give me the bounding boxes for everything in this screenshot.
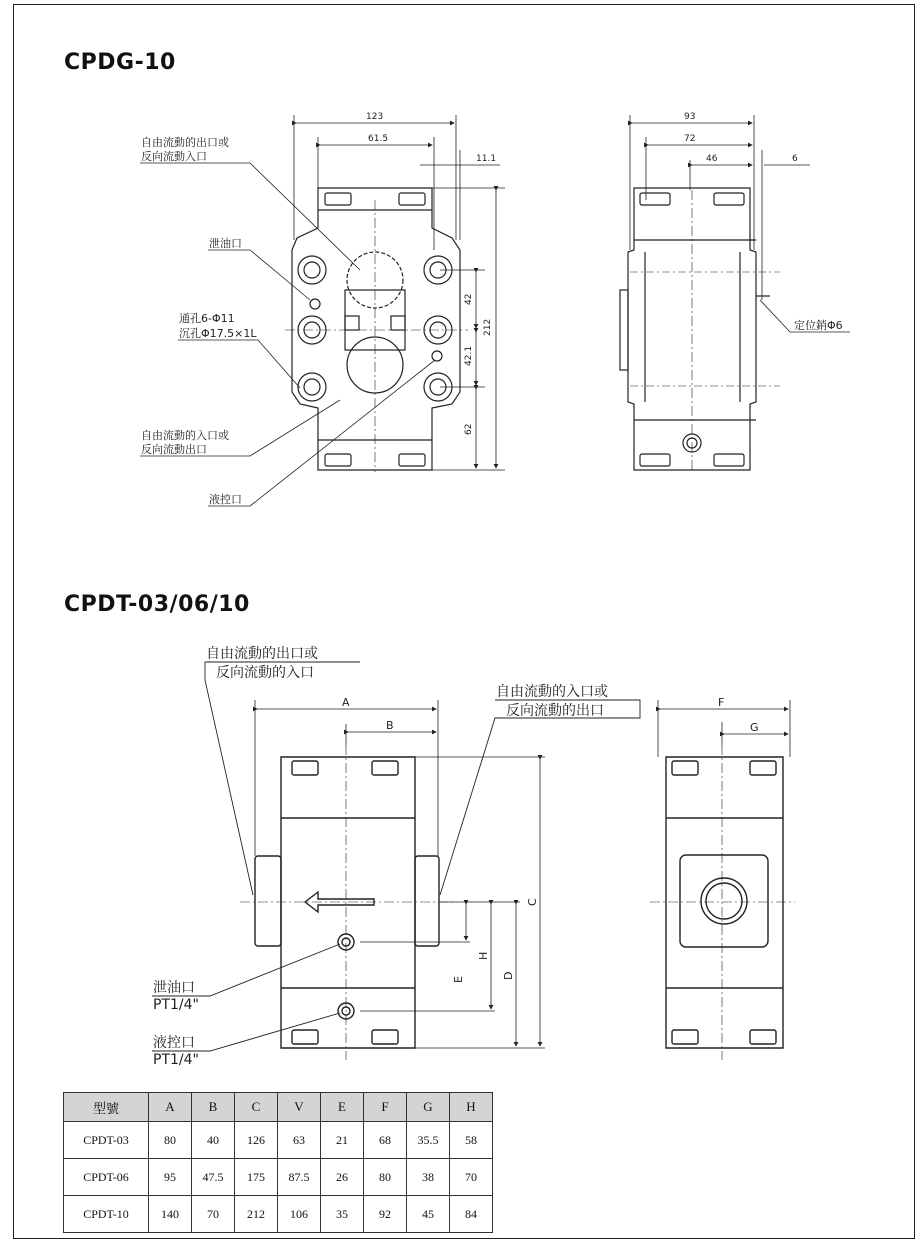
table-row <box>64 1159 493 1196</box>
table-cell: 92 <box>364 1196 407 1233</box>
table-cell: 68 <box>364 1122 407 1159</box>
dim-212: 212 <box>483 318 493 336</box>
table-cell: 38 <box>407 1159 450 1196</box>
label-counterbore: 沉孔Φ17.5×1L <box>179 327 257 340</box>
dim-42: 42 <box>464 293 474 305</box>
col-header-e: E <box>321 1093 364 1122</box>
table-cell: 58 <box>450 1122 493 1159</box>
label-pilot: 液控口 <box>209 493 242 506</box>
table-cell: 87.5 <box>278 1159 321 1196</box>
dim-62: 62 <box>464 423 474 435</box>
cpdt-front-view <box>240 745 455 1060</box>
cpdg-front-view <box>285 188 468 472</box>
label2-free-out-2: 反向流動的入口 <box>216 665 314 681</box>
table-header-row <box>64 1093 493 1122</box>
label2-free-out-1: 自由流動的出口或 <box>206 646 318 662</box>
label2-drain-thread: PT1/4" <box>153 997 199 1013</box>
col-header-model: 型號 <box>64 1093 149 1122</box>
label2-pilot: 液控口 <box>153 1035 195 1051</box>
label2-free-in-1: 自由流動的入口或 <box>496 684 608 700</box>
dim-72: 72 <box>684 134 696 144</box>
dim-93: 93 <box>684 112 696 122</box>
table-cell: 40 <box>192 1122 235 1159</box>
table-cell: 126 <box>235 1122 278 1159</box>
dim-11-1: 11.1 <box>476 154 497 164</box>
table-row <box>64 1122 493 1159</box>
dim-42-1: 42.1 <box>464 345 474 366</box>
cpdt-leaders <box>152 662 640 1051</box>
table-cell: 84 <box>450 1196 493 1233</box>
col-header-b: B <box>192 1093 235 1122</box>
cpdg-labels <box>141 135 257 506</box>
label2-free-in-2: 反向流動的出口 <box>506 703 604 719</box>
dim-H: H <box>477 951 490 960</box>
table-cell: 45 <box>407 1196 450 1233</box>
table-cell: CPDT-10 <box>64 1196 149 1233</box>
table-cell: 95 <box>149 1159 192 1196</box>
cpdt-side-view <box>650 745 795 1060</box>
table-row <box>64 1196 493 1233</box>
table-cell: 175 <box>235 1159 278 1196</box>
table-cell: 21 <box>321 1122 364 1159</box>
table-cell: 212 <box>235 1196 278 1233</box>
spec-table <box>63 1092 493 1233</box>
table-cell: 70 <box>450 1159 493 1196</box>
table-cell: 80 <box>364 1159 407 1196</box>
cpdg-side-view <box>620 188 780 472</box>
col-header-g: G <box>407 1093 450 1122</box>
label-free-in-1: 自由流動的入口或 <box>141 429 229 442</box>
table-cell: 47.5 <box>192 1159 235 1196</box>
col-header-c: C <box>235 1093 278 1122</box>
table-cell: 35.5 <box>407 1122 450 1159</box>
table-cell: 35 <box>321 1196 364 1233</box>
dim-A: A <box>342 696 350 709</box>
col-header-f: F <box>364 1093 407 1122</box>
dim-E: E <box>452 976 465 983</box>
col-header-h: H <box>450 1093 493 1122</box>
cpdt-side-dim-text <box>718 696 759 734</box>
col-header-a: A <box>149 1093 192 1122</box>
table-cell: 70 <box>192 1196 235 1233</box>
table-cell: 106 <box>278 1196 321 1233</box>
table-cell: CPDT-06 <box>64 1159 149 1196</box>
label-through-hole: 通孔6-Φ11 <box>179 312 235 325</box>
cpdt-front-dim-text <box>342 696 539 983</box>
label-free-in-2: 反向流動出口 <box>141 443 207 456</box>
dim-F: F <box>718 696 725 709</box>
table-cell: 140 <box>149 1196 192 1233</box>
table-cell: 26 <box>321 1159 364 1196</box>
dim-D: D <box>502 971 515 980</box>
label-locating-pin: 定位銷Φ6 <box>794 319 843 332</box>
table-cell: CPDT-03 <box>64 1122 149 1159</box>
dim-6: 6 <box>792 154 798 164</box>
dim-61-5: 61.5 <box>368 134 389 144</box>
label-free-out-1: 自由流動的出口或 <box>141 136 229 149</box>
section1-title: CPDG-10 <box>64 50 176 75</box>
cpdt-front-dimensions <box>255 700 545 1048</box>
table-cell: 80 <box>149 1122 192 1159</box>
table-cell: 63 <box>278 1122 321 1159</box>
dim-G: G <box>750 721 759 734</box>
dim-C: C <box>526 898 539 906</box>
dim-123: 123 <box>366 112 384 122</box>
label-free-out-2: 反向流動入口 <box>141 150 207 163</box>
col-header-v: V <box>278 1093 321 1122</box>
dim-46: 46 <box>706 154 718 164</box>
label2-drain: 泄油口 <box>153 980 195 996</box>
label2-pilot-thread: PT1/4" <box>153 1052 199 1068</box>
section2-title: CPDT-03/06/10 <box>64 592 250 617</box>
label-drain: 泄油口 <box>209 237 242 250</box>
dim-B: B <box>386 719 394 732</box>
